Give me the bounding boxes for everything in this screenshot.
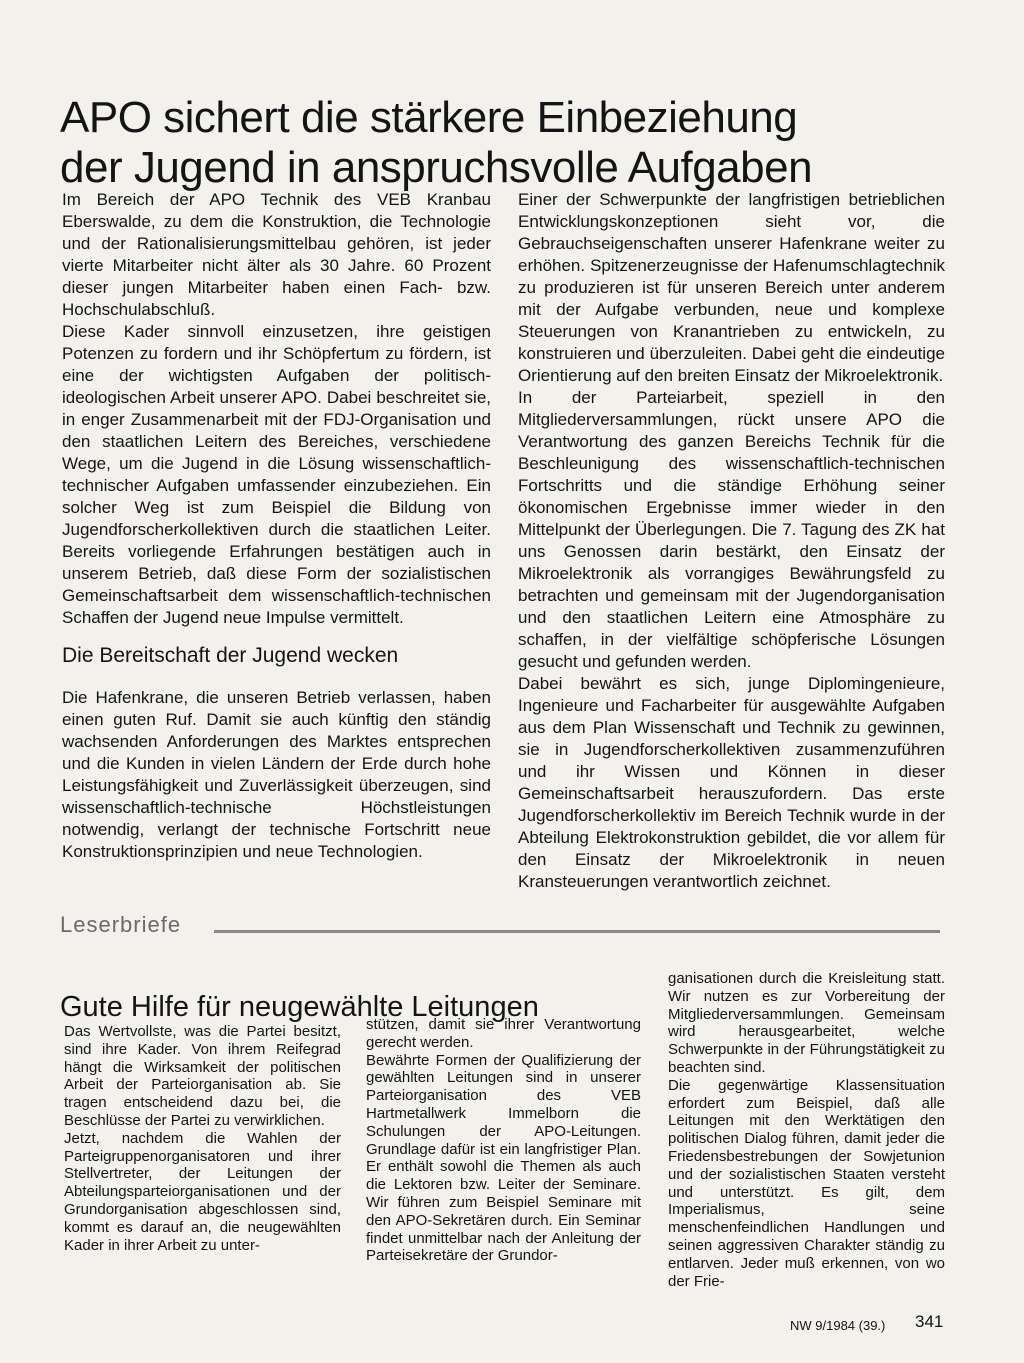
paragraph: Die Hafenkrane, die unseren Betrieb verlassen, haben einen guten Ruf. Damit sie auch künftig den ständig wachsenden Anforderungen des Marktes entsprechen und die Kunden in vielen Ländern der Erde durch hohe Leistungsfähigkeit und Zuverlässigkeit überzeugen, sind wissenschaftlich-technische Höchstleistungen notwendig, verlangt der technische Fortschritt neue Konstruktionsprinzipien und neue Technologien. (62, 688, 491, 861)
paragraph: ganisationen durch die Kreisleitung statt. Wir nutzen es zur Vorbereitung der Mitgliederversammlungen. Gemeinsam wird herausgearbeitet, welche Schwerpunkte in der Führungstätigkeit zu beachten sind. (668, 970, 945, 1076)
paragraph: Jetzt, nachdem die Wahlen der Parteigruppenorganisatoren und ihrer Stellvertreter, der Leitungen der Abteilungsparteiorganisationen und der Grundorganisation abgeschlossen sind, kommt es darauf an, die neugewählten Kader in ihrer Arbeit zu unter- (64, 1129, 341, 1254)
paragraph: Diese Kader sinnvoll einzusetzen, ihre geistigen Potenzen zu fordern und ihr Schöpfertum zu fördern, ist eine der wichtigsten Aufgaben der politisch-ideologischen Arbeit unserer APO. Dabei beschreitet sie, in enger Zusammenarbeit mit der FDJ-Organisation und den staatlichen Leitern des Bereiches, verschiedene Wege, um die Jugend in die Lösung wissenschaftlich-technischer Aufgaben umfassender einzubeziehen. Ein solcher Weg ist zum Beispiel die Bildung von Jugendforscherkollektiven durch die staatlichen Leiter. Bereits vorliegende Erfahrungen bestätigen auch in unserem Betrieb, daß diese Form der sozialistischen Gemeinschaftsarbeit dem wissenschaftlich-technischen Schaffen der Jugend neue Impulse vermittelt. (62, 322, 491, 627)
headline-line-2: der Jugend in anspruchsvolle Aufgaben (60, 143, 813, 193)
paragraph: stützen, damit sie ihrer Verantwortung gerecht werden. (366, 1016, 641, 1051)
headline-line-1: APO sichert die stärkere Einbeziehung (60, 93, 798, 143)
article-column-1 (62, 189, 491, 863)
paragraph: Das Wertvollste, was die Partei besitzt, sind ihre Kader. Von ihrem Reifegrad hängt die Wirksamkeit der politischen Arbeit der Parteiorganisation ab. Sie tragen entscheidend dazu bei, die Beschlüsse der Partei zu verwirklichen. (64, 1023, 341, 1129)
article-column-2 (518, 189, 945, 893)
paragraph: Bewährte Formen der Qualifizierung der gewählten Leitungen sind in unserer Parteiorganisation des VEB Hartmetallwerk Immelborn die Schulungen der APO-Leitungen. Grundlage dafür ist ein langfristiger Plan. Er enthält sowohl die Themen als auch die Lektoren bzw. Leiter der Seminare. Wir führen zum Beispiel Seminare mit den APO-Sekretären durch. Ein Seminar findet unmittelbar nach der Anleitung der Parteisekretäre der Grundor- (366, 1051, 641, 1265)
paragraph: Die gegenwärtige Klassensituation erfordert zum Beispiel, daß alle Leitungen mit den Werktätigen den politischen Dialog führen, damit jeder die Friedensbestrebungen der Sowjetunion und der sozialistischen Staaten versteht und unterstützt. Es gilt, dem Imperialismus, seine menschenfeindlichen Handlungen und seinen aggressiven Charakter ständig zu entlarven. Jeder muß erkennen, von wo der Frie- (668, 1076, 945, 1290)
section-label-text: Leserbriefe (60, 912, 182, 937)
article-headline (60, 93, 940, 193)
publication-source: NW 9/1984 (39.) (790, 1318, 886, 1333)
section-label (60, 912, 940, 942)
paragraph: In der Parteiarbeit, speziell in den Mitgliederversammlungen, rückt unsere APO die Verantwortung des ganzen Bereichs Technik für die Beschleunigung des wissenschaftlich-technischen Fortschritts und die ständige Erhöhung seiner ökonomischen Ergebnisse immer wieder in den Mittelpunkt der Überlegungen. Die 7. Tagung des ZK hat uns Genossen darin bestärkt, den Einsatz der Mikroelektronik als vorrangiges Bewährungsfeld zu betrachten und gemeinsam mit der Jugendorganisation und den staatlichen Leitern eine Atmosphäre zu schaffen, in der vielfältige schöpferische Lösungen gesucht und gefunden werden. (518, 388, 945, 671)
section-divider-rule (214, 930, 940, 933)
letter-column-2 (366, 1016, 641, 1265)
paragraph: Im Bereich der APO Technik des VEB Kranbau Eberswalde, zu dem die Konstruktion, die Technologie und der Rationalisierungsmittelbau gehören, ist jeder vierte Mitarbeiter nicht älter als 30 Jahre. 60 Prozent dieser jungen Mitarbeiter haben einen Fach- bzw. Hochschulabschluß. (62, 190, 491, 319)
letter-column-3 (668, 970, 945, 1290)
page-number: 341 (915, 1312, 944, 1331)
paragraph: Einer der Schwerpunkte der langfristigen betrieblichen Entwicklungskonzeptionen sieht vor, die Gebrauchseigenschaften unserer Hafenkrane weiter zu erhöhen. Spitzenerzeugnisse der Hafenumschlagtechnik zu produzieren ist für unseren Bereich unter anderem mit der Aufgabe verbunden, neue und komplexe Steuerungen von Kranantrieben zu entwickeln, zu konstruieren und überzuleiten. Dabei geht die eindeutige Orientierung auf den breiten Einsatz der Mikroelektronik. (518, 190, 945, 385)
section-subheading: Die Bereitschaft der Jugend wecken (62, 644, 399, 667)
letter-column-1 (64, 1023, 341, 1254)
paragraph: Dabei bewährt es sich, junge Diplomingenieure, Ingenieure und Facharbeiter für ausgewählte Aufgaben aus dem Plan Wissenschaft und Technik zu gewinnen, sie in Jugendforscherkollektiven zusammenzuführen und ihr Wissen und Können in dieser Gemeinschaftsarbeit herauszufordern. Das erste Jugendforscherkollektiv im Bereich Technik wurde in der Abteilung Elektrokonstruktion gebildet, die vor allem für den Einsatz der Mikroelektronik in neuen Kransteuerungen verantwortlich zeichnet. (518, 674, 945, 891)
letter-headline: Gute Hilfe für neugewählte Leitungen (60, 991, 539, 1024)
